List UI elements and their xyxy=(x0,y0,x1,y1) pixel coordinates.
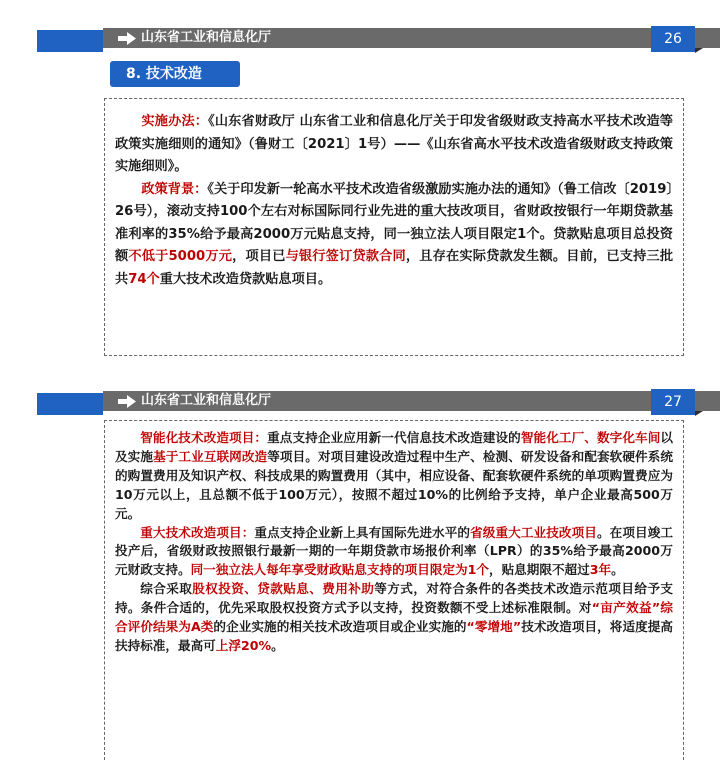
highlight: 省级重大工业技改项目 xyxy=(470,524,597,540)
label-implementation: 实施办法： xyxy=(141,114,209,129)
text: 重点支持企业应用新一代信息技术改造建设的 xyxy=(267,430,521,445)
arrow-right-icon xyxy=(118,395,136,408)
highlight: 股权投资、贷款贴息、费用补助 xyxy=(192,581,375,597)
slide-header xyxy=(0,391,720,415)
paragraph-comprehensive xyxy=(115,580,673,656)
text: 综合采取 xyxy=(140,581,193,597)
page-number: 26 xyxy=(651,26,695,52)
text: 技术改造项目，将适度提高扶持标准，最高可 xyxy=(115,619,673,653)
label-major-upgrade: 重大技术改造项目： xyxy=(140,524,255,540)
header-title: 山东省工业和信息化厅 xyxy=(141,393,272,408)
content-box xyxy=(104,420,684,760)
highlight: 同一独立法人每年享受财政贴息支持的项目限定为1个 xyxy=(190,562,489,578)
header-accent-block xyxy=(37,30,103,52)
paragraph-implementation xyxy=(115,111,673,179)
highlight: 与银行签订贷款合同 xyxy=(285,249,406,264)
text: 。 xyxy=(271,637,284,653)
highlight: 基于工业互联网改造 xyxy=(153,448,268,464)
page-number-fold xyxy=(695,48,703,53)
highlight: 综合评价结果为A类 xyxy=(115,600,674,635)
header-title: 山东省工业和信息化厅 xyxy=(141,30,272,45)
arrow-right-icon xyxy=(118,32,136,45)
slide-27 xyxy=(0,378,720,750)
text: 等方式，对符合条件的各类技术改造示范项目给予支持。条件合适的，优先采取股权投资方式予以支持，投资数额不受上述标准限制。对 xyxy=(115,581,674,616)
text: 等项目。对项目建设改造过程中生产、检测、研发设备和配套软硬件系统的购置费用及知识产权、科技成果的购置费用（其中，相应设备、配套软硬件系统的单项购置费应为10万元以上，且总额不低于100万元），按照不超过10%的比例给予支持，单户企业最高500万元。 xyxy=(115,448,674,521)
slide-header xyxy=(0,28,720,52)
page-number-fold xyxy=(695,411,703,416)
label-smart-upgrade: 智能化技术改造项目： xyxy=(140,430,268,445)
text: 的企业实施的相关技术改造项目或企业实施的 xyxy=(213,619,467,635)
highlight: 3年 xyxy=(589,562,612,578)
text: 重大技术改造贷款贴息项目。 xyxy=(159,271,332,287)
highlight: 不低于5000万元 xyxy=(128,249,233,264)
text: 《山东省财政厅 山东省工业和信息化厅关于印发省级财政支持高水平技术改造等政策实施细则的通知》（鲁财工〔2021〕1号）——《山东省高水平技术改造省级财政支持政策实施细则》。 xyxy=(115,114,673,174)
section-title: 8. 技术改造 xyxy=(110,61,240,87)
header-accent-block xyxy=(37,393,103,415)
highlight: “零增地” xyxy=(466,619,522,635)
text: ，项目已 xyxy=(232,249,286,264)
paragraph-background xyxy=(115,179,673,292)
highlight: “亩产效益” xyxy=(591,600,661,616)
label-background: 政策背景： xyxy=(141,181,208,197)
highlight: 智能化工厂、数字化车间 xyxy=(520,430,661,445)
text: 重点支持企业新上具有国际先进水平的 xyxy=(254,524,471,540)
paragraph-major-upgrade xyxy=(115,524,673,581)
text: ，且存在实际贷款发生额。目前，已支持三批共 xyxy=(115,249,674,287)
content-box xyxy=(104,98,684,356)
highlight: 上浮20% xyxy=(215,637,272,653)
text: ，贴息期限不超过 xyxy=(488,562,590,578)
text: 。在项目竣工投产后，省级财政按照银行最新一期的一年期贷款市场报价利率（LPR）的35%给予最高2000万元财政支持。 xyxy=(115,524,674,578)
text: 《关于印发新一轮高水平技术改造省级激励实施办法的通知》（鲁工信改〔2019〕26号），滚动支持100个左右对标国际同行业先进的重大技改项目，省财政按银行一年期贷款基准利率的35%给予最高2000万元贴息支持，同一独立法人项目限定1个。贷款贴息项目总投资额 xyxy=(115,181,674,264)
slide-26 xyxy=(0,0,720,370)
page-number: 27 xyxy=(651,389,695,415)
text: 以及实施 xyxy=(115,430,674,464)
text: 。 xyxy=(611,562,624,578)
highlight: 74个 xyxy=(128,271,160,287)
paragraph-smart-upgrade xyxy=(115,429,673,524)
